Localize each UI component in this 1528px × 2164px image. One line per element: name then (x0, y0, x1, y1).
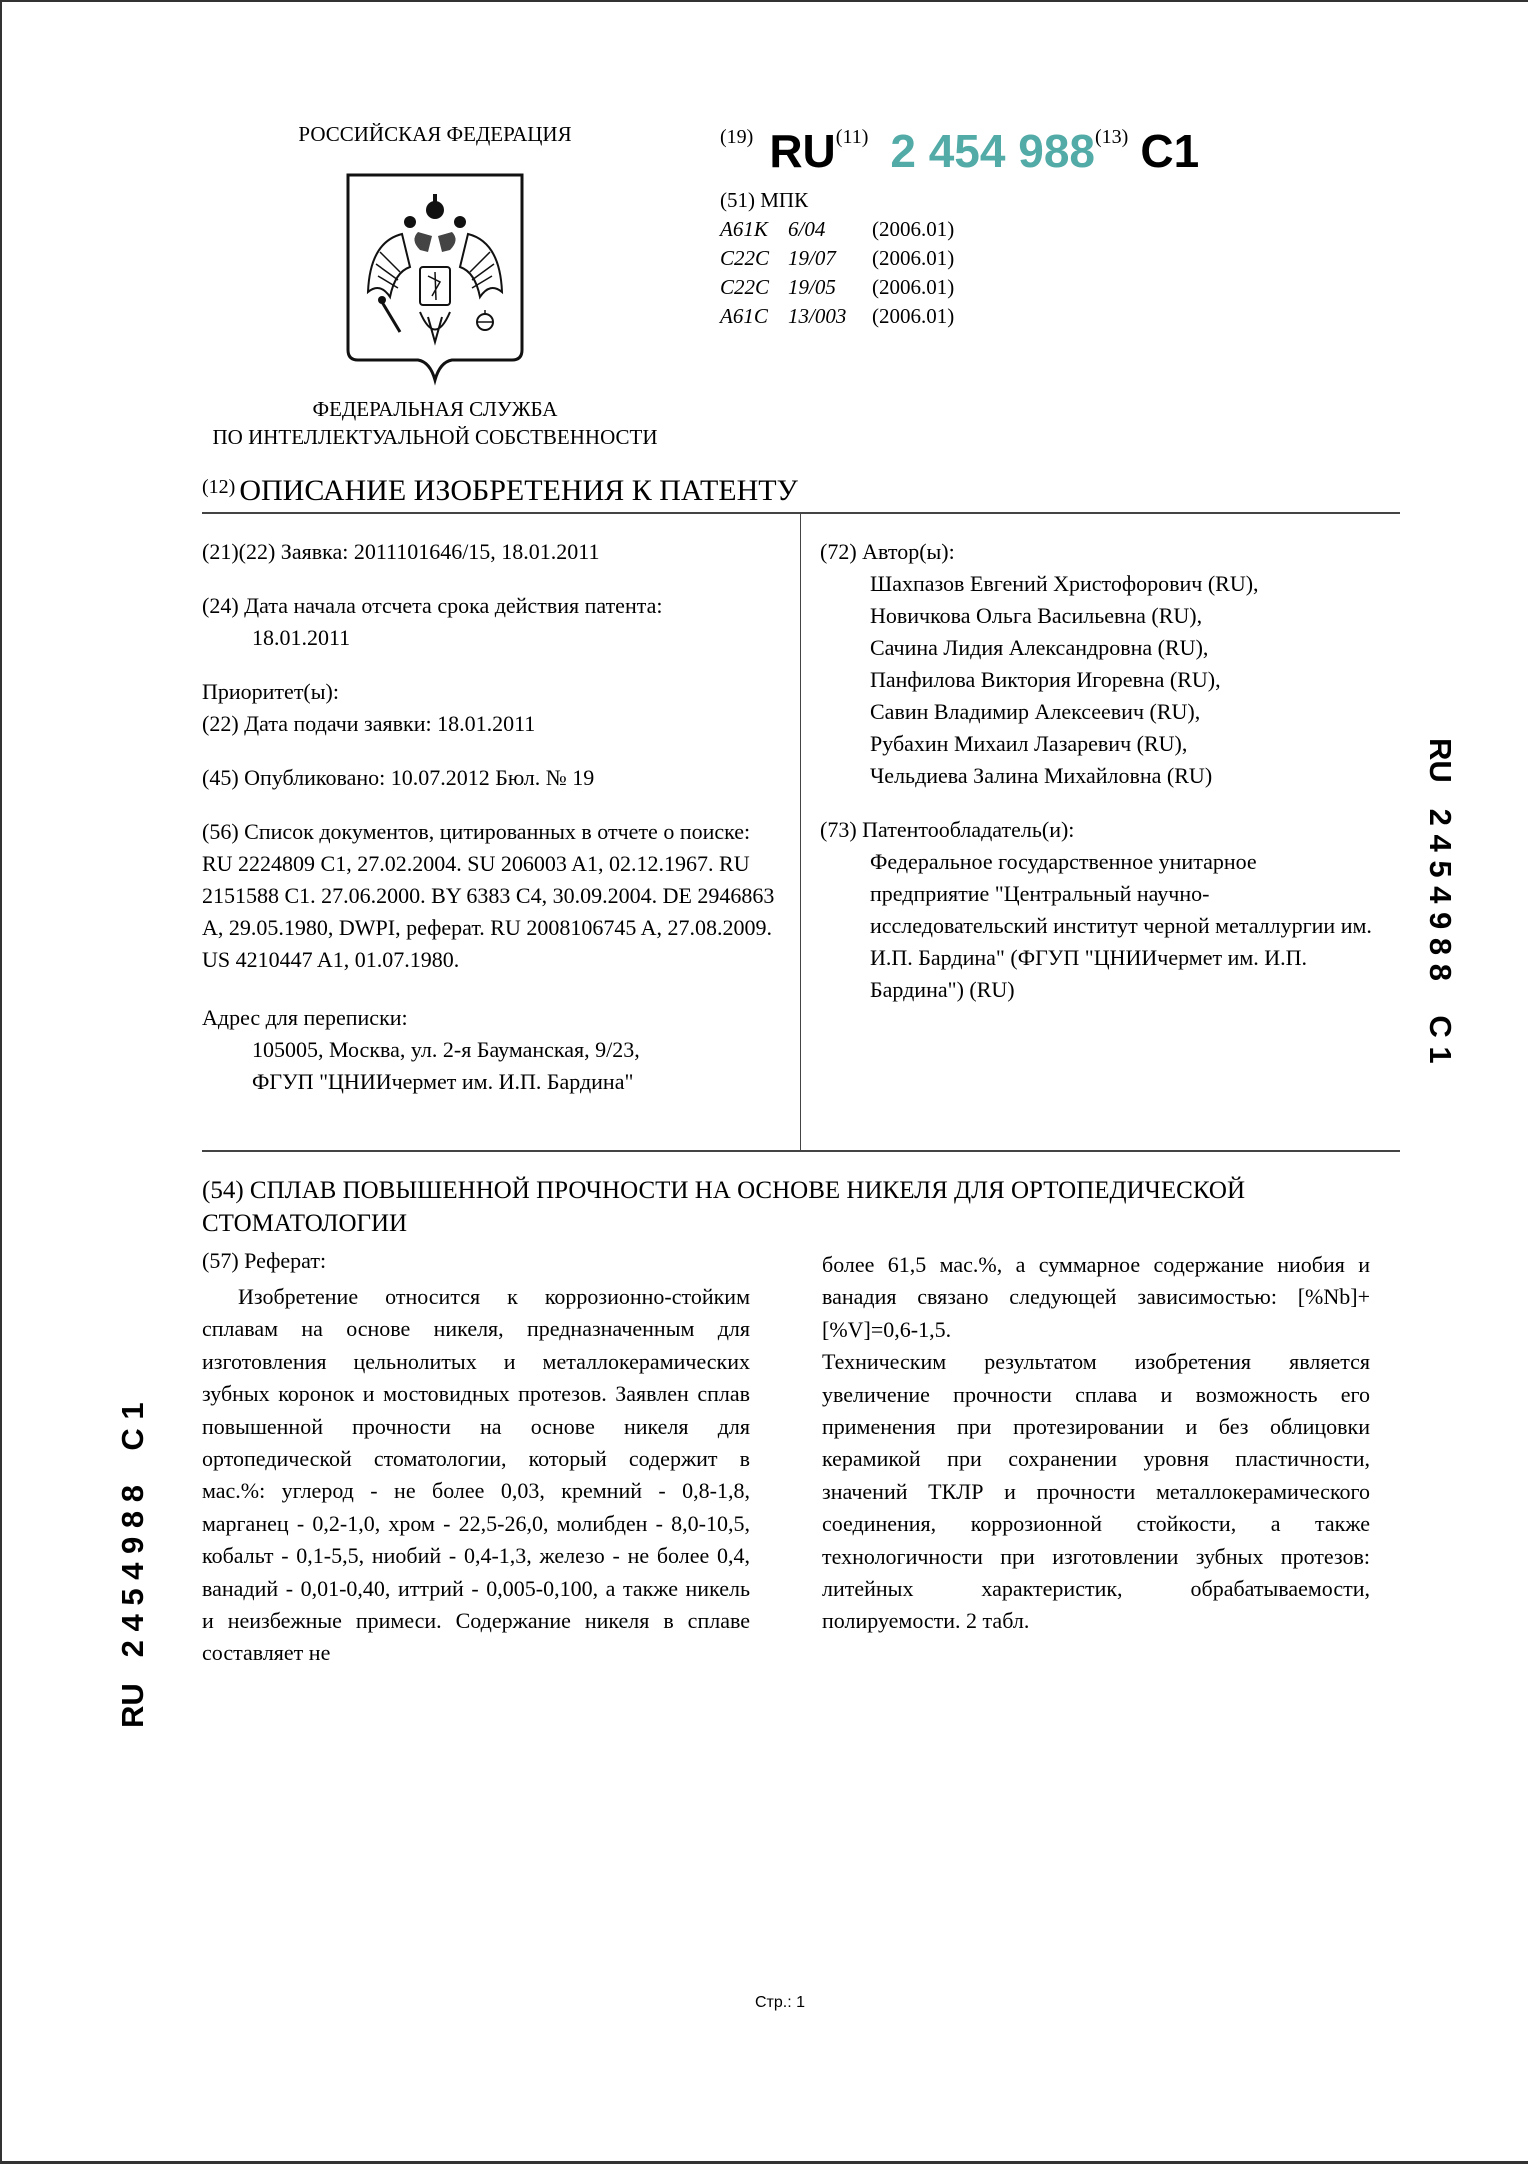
author: Новичкова Ольга Васильевна (RU), (870, 603, 1203, 628)
document-type-title (202, 474, 798, 508)
side-label-right: RU 2 4 5 4 9 8 8 C 1 (1423, 738, 1458, 1064)
author: Панфилова Виктория Игоревна (RU), (870, 667, 1221, 692)
abstract-label: (57) Реферат: (202, 1248, 327, 1273)
publication-date: (45) Опубликовано: 10.07.2012 Бюл. № 19 (202, 765, 595, 790)
term-start: (24) Дата начала отсчета срока действия патента: 18.01.2011 (202, 590, 792, 654)
coat-of-arms-icon (340, 172, 530, 387)
address-label: Адрес для переписки: (202, 1005, 408, 1030)
cited-documents: (56) Список документов, цитированных в отчете о поиске: RU 2224809 C1, 27.02.2004. SU 206003 A1, 02.12.1967. RU 2151588 C1. 27.06.2000. BY 6383 C4, 30.09.2004. DE 2946863 A, 29.05.1980, DWPI, реферат. RU 2008106745 A, 27.08.2009. US 4210447 A1, 01.07.1980. (202, 819, 775, 972)
abstract-paragraph: более 61,5 мас.%, а суммарное содержание ниобия и ванадия связано следующей зависимостью: [%Nb]+[%V]=0,6-1,5. (822, 1252, 1370, 1342)
authors-patentee (820, 536, 1400, 1006)
ipc-classification (720, 186, 954, 331)
priority (202, 676, 792, 740)
publication-number (720, 124, 1199, 194)
agency-line-1: ФЕДЕРАЛЬНАЯ СЛУЖБА (312, 397, 558, 421)
ipc-entry: C22C 19/05 (2006.01) (720, 275, 955, 299)
authors (820, 536, 1400, 792)
ipc-entry: A61C 13/003 (2006.01) (720, 304, 955, 328)
application-number: (21)(22) Заявка: 2011101646/15, 18.01.2011 (202, 539, 600, 564)
invention-title-text: СПЛАВ ПОВЫШЕННОЙ ПРОЧНОСТИ НА ОСНОВЕ НИКЕЛЯ ДЛЯ ОРТОПЕДИЧЕСКОЙ СТОМАТОЛОГИИ (202, 1177, 1245, 1237)
side-label-left: RU 2 4 5 4 9 8 8 C 1 (115, 1402, 150, 1728)
inid-13: (13) (1095, 126, 1129, 148)
ipc-entry: C22C 19/07 (2006.01) (720, 246, 955, 270)
country-code: RU (769, 125, 836, 177)
inid-12: (12) (202, 476, 236, 498)
divider-middle (202, 1150, 1400, 1152)
country-name: РОССИЙСКАЯ ФЕДЕРАЦИЯ (298, 122, 572, 146)
inid-54: (54) (202, 1177, 244, 1204)
inid-19: (19) (720, 126, 754, 148)
filing-date: (22) Дата подачи заявки: 18.01.2011 (202, 711, 536, 736)
inid-11: (11) (835, 126, 869, 148)
ipc-label: (51) МПК (720, 188, 809, 212)
author: Савин Владимир Алексеевич (RU), (870, 699, 1201, 724)
cited-list: RU 2224809 C1, 27.02.2004. SU 206003 A1, 02.12.1967. RU 2151588 C1. 27.06.2000. BY 6383 C4, 30.09.2004. DE 2946863 A, 29.05.1980, DWPI, реферат. RU 2008106745 A, 27.08.2009. US 4210447 A1, 01.07.1980. (202, 851, 775, 972)
patent-number: 2 454 988 (890, 125, 1096, 177)
author: Сачина Лидия Александровна (RU), (870, 635, 1209, 660)
document-type-text: ОПИСАНИЕ ИЗОБРЕТЕНИЯ К ПАТЕНТУ (239, 474, 798, 507)
abstract-left-column: Изобретение относится к коррозионно-стойким сплавам на основе никеля, предназначенным для изготовления цельнолитых и металлокерамических зубных коронок и мостовидных протезов. Заявлен сплав повышенной прочности на основе никеля для ортопедической стоматологии, который содержит в мас.%: углерод - не более 0,03, кремний - 0,8-1,8, марганец - 0,2-1,0, хром - 22,5-26,0, молибден - 8,0-10,5, кобальт - 0,1-5,5, ниобий - 0,4-1,3, железо - не более 0,4, ванадий - 0,01-0,40, иттрий - 0,005-0,100, а также никель и неизбежные примеси. Содержание никеля в сплаве составляет не (202, 1284, 750, 1666)
page-number: Стр.: 1 (754, 1994, 805, 2011)
priority-label: Приоритет(ы): (202, 679, 339, 704)
term-start-date: 18.01.2011 (252, 625, 351, 650)
patentee (820, 814, 1400, 1006)
agency-line-2: ПО ИНТЕЛЛЕКТУАЛЬНОЙ СОБСТВЕННОСТИ (212, 425, 658, 449)
author: Чельдиева Залина Михайловна (RU) (870, 763, 1213, 788)
bibliographic-data (202, 536, 792, 1098)
author: Шахпазов Евгений Христофорович (RU), (870, 571, 1259, 596)
divider-top (202, 512, 1400, 514)
ipc-entry: A61K 6/04 (2006.01) (720, 217, 955, 241)
abstract-paragraph: Техническим результатом изобретения является увеличение прочности сплава и возможность его применения при протезировании и без облицовки керамикой при сохранении уровня пластичности, значений ТКЛР и прочности металлокерамического соединения, коррозионной стойкости, а также технологичности при изготовлении зубных протезов: литейных характеристик, обрабатываемости, полируемости. 2 табл. (822, 1349, 1370, 1634)
patentee-label: (73) Патентообладатель(и): (820, 817, 1075, 842)
author: Рубахин Михаил Лазаревич (RU), (870, 731, 1188, 756)
kind-code: C1 (1140, 125, 1200, 177)
correspondence-address: Адрес для переписки: 105005, Москва, ул. 2-я Бауманская, 9/23, ФГУП "ЦНИИчермет им. И.П. Бардина" (202, 1002, 792, 1098)
agency-name (180, 395, 690, 451)
patentee-name: Федеральное государственное унитарное предприятие "Центральный научно-исследовательский институт черной металлургии им. И.П. Бардина" (ФГУП "ЦНИИчермет им. И.П. Бардина") (RU) (870, 849, 1372, 1002)
abstract-right-column (822, 1249, 1370, 1638)
invention-title (202, 1174, 1402, 1240)
authors-label: (72) Автор(ы): (820, 539, 955, 564)
column-divider (800, 513, 801, 1150)
